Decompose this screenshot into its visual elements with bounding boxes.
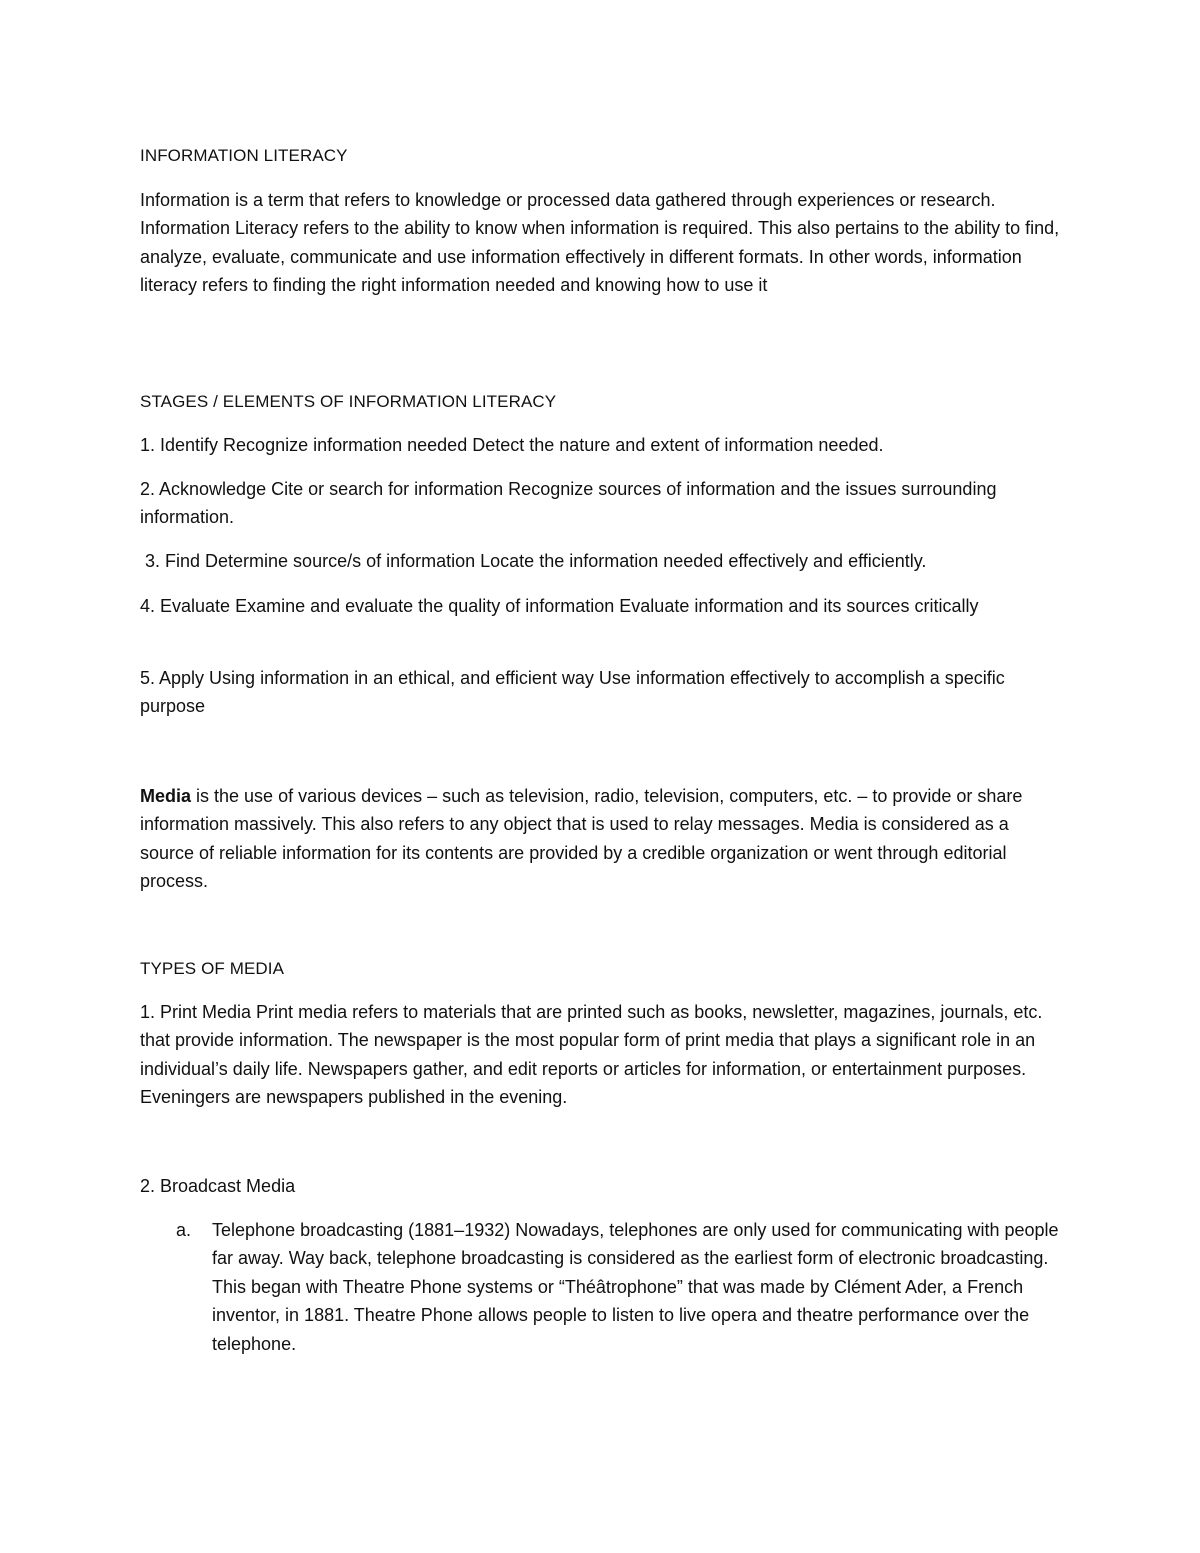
section-heading-information-literacy: INFORMATION LITERACY — [140, 146, 348, 165]
stage-item-find: 3. Find Determine source/s of information Locate the information needed effectively and efficiently. — [145, 551, 927, 571]
broadcast-media-list — [140, 1216, 1065, 1358]
section-heading-stages: STAGES / ELEMENTS OF INFORMATION LITERACY — [140, 392, 557, 411]
media-definition-paragraph — [140, 782, 1065, 896]
broadcast-media-heading: 2. Broadcast Media — [140, 1176, 296, 1196]
telephone-broadcasting-text: Telephone broadcasting (1881–1932) Nowadays, telephones are only used for communicating with people far away. Way back, telephone broadcasting is considered as the earliest form of electronic broadcasting. This began with Theatre Phone systems or “Théâtrophone” that was made by Clément Ader, a French inventor, in 1881. Theatre Phone allows people to listen to live opera and theatre performance over the telephone. — [212, 1220, 1059, 1354]
intro-paragraph: Information is a term that refers to knowledge or processed data gathered through experiences or research. Information Literacy refers to the ability to know when information is required. This also pertains to the ability to find, analyze, evaluate, communicate and use information effectively in different formats. In other words, information literacy refers to finding the right information needed and knowing how to use it — [140, 190, 1060, 296]
stage-item-evaluate: 4. Evaluate Examine and evaluate the quality of information Evaluate information and its sources critically — [140, 596, 979, 616]
print-media-paragraph: 1. Print Media Print media refers to materials that are printed such as books, newsletter, magazines, journals, etc. that provide information. The newspaper is the most popular form of print media that plays a significant role in an individual’s daily life. Newspapers gather, and edit reports or articles for information, or entertainment purposes. Eveningers are newspapers published in the evening. — [140, 1002, 1043, 1108]
list-marker: a. — [176, 1220, 192, 1240]
media-term: Media — [140, 786, 192, 806]
list-item — [140, 1216, 1065, 1358]
stage-item-identify: 1. Identify Recognize information needed Detect the nature and extent of information needed. — [140, 435, 884, 455]
section-heading-types-of-media: TYPES OF MEDIA — [140, 959, 285, 978]
stage-item-acknowledge: 2. Acknowledge Cite or search for information Recognize sources of information and the issues surrounding information. — [140, 479, 997, 528]
media-definition-text: is the use of various devices – such as television, radio, television, computers, etc. – to provide or share information massively. This also refers to any object that is used to relay messages. Media is considered as a source of reliable information for its contents are provided by a credible organization or went through editorial process. — [140, 786, 1023, 892]
stage-item-apply: 5. Apply Using information in an ethical, and efficient way Use information effectively to accomplish a specific purpose — [140, 668, 1005, 717]
